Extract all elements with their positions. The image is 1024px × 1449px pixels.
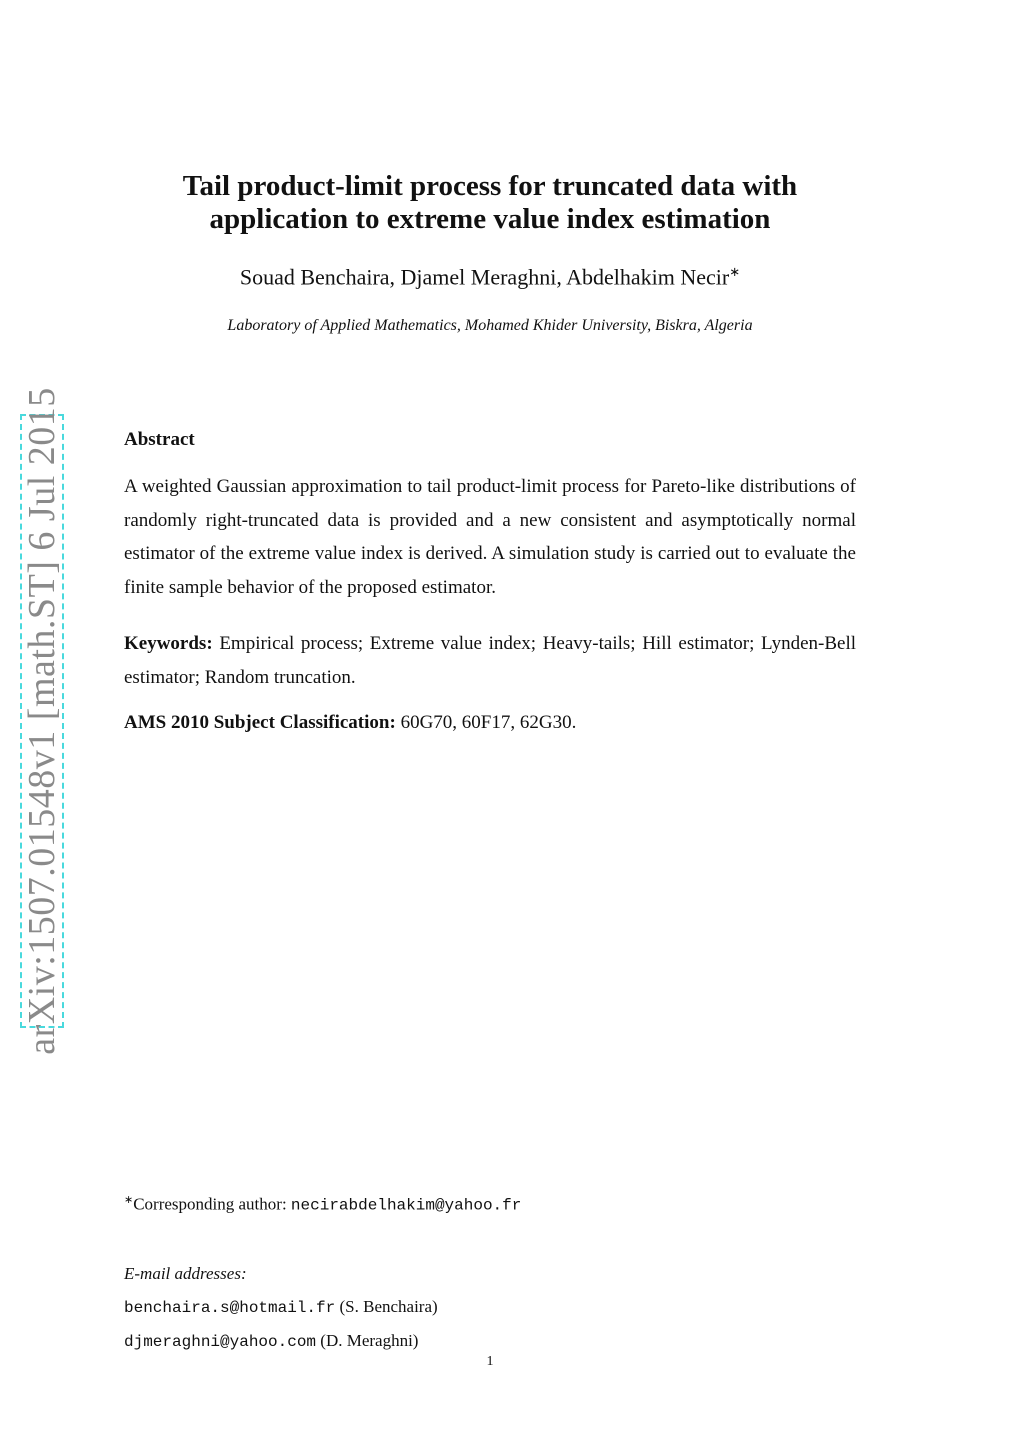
corresponding-author-footnote	[124, 1193, 521, 1215]
keywords-label: Keywords:	[124, 633, 213, 654]
arxiv-identifier: arXiv:1507.01548v1 [math.ST] 6 Jul 2015	[21, 387, 63, 1055]
keywords	[124, 627, 856, 695]
paper-title	[100, 170, 880, 236]
corresponding-email[interactable]: necirabdelhakim@yahoo.fr	[290, 1196, 522, 1215]
title-line-2: application to extreme value index estimation	[209, 203, 771, 235]
email-address[interactable]: benchaira.s@hotmail.fr	[124, 1299, 336, 1317]
email-entry	[124, 1331, 418, 1351]
affiliation: Laboratory of Applied Mathematics, Mohamed Khider University, Biskra, Algeria	[227, 317, 753, 334]
keywords-text: Empirical process; Extreme value index; Heavy-tails; Hill estimator; Lynden-Bell estimator; Random truncation.	[124, 633, 857, 688]
footnote-mark: ∗	[124, 1194, 134, 1206]
email-addresses-heading: E-mail addresses:	[124, 1264, 247, 1283]
ams-label: AMS 2010 Subject Classification:	[124, 712, 396, 733]
title-line-1: Tail product-limit process for truncated data with	[182, 170, 798, 202]
ams-text: 60G70, 60F17, 62G30.	[400, 712, 577, 733]
ams-classification	[124, 706, 856, 740]
author-list	[100, 264, 880, 290]
author-footnote-mark: ∗	[729, 264, 741, 279]
footnote-label: Corresponding author:	[133, 1194, 291, 1214]
abstract-body: A weighted Gaussian approximation to tail product-limit process for Pareto-like distributions of randomly right-truncated data is provided and a new consistent and asymptotically normal estimator of the extreme value index is derived. A simulation study is carried out to evaluate the finite sample behavior of the proposed estimator.	[124, 476, 856, 598]
abstract-heading: Abstract	[124, 429, 195, 450]
email-owner: (S. Benchaira)	[339, 1297, 438, 1316]
email-address[interactable]: djmeraghni@yahoo.com	[124, 1333, 317, 1351]
page-number: 1	[486, 1354, 494, 1369]
email-owner: (D. Meraghni)	[320, 1331, 419, 1350]
authors-text: Souad Benchaira, Djamel Meraghni, Abdelhakim Necir	[239, 264, 730, 290]
email-entry	[124, 1297, 438, 1317]
